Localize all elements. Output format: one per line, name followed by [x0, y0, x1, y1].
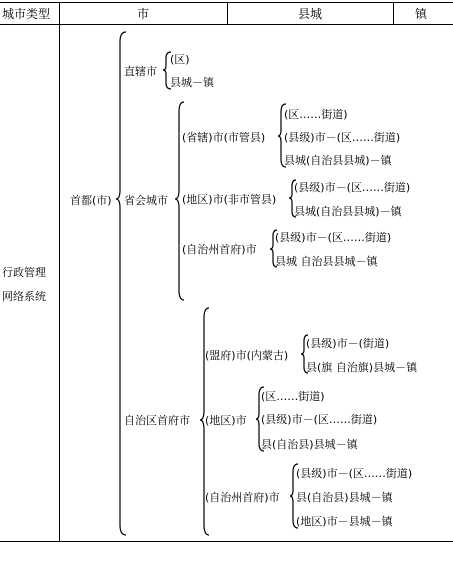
node-sheng-diqu: (地区)市(非市管县) [182, 193, 277, 206]
header-county: 县城 [298, 7, 323, 21]
shengxia-item-1: (区……街道) [284, 108, 348, 121]
node-sheng-zizhizhou: (自治州首府)市 [182, 243, 257, 256]
left-label-line1: 行政管理 [2, 266, 46, 279]
left-label-line2: 网络系统 [2, 290, 46, 303]
header-city: 市 [137, 7, 150, 21]
sheng-zizhizhou-item-2: 县城 自治县县城－镇 [275, 255, 378, 268]
node-mengfu: (盟府)市(内蒙古) [205, 349, 289, 362]
shengxia-item-3: 县城(自治县县城)－镇 [284, 154, 392, 167]
sheng-diqu-item-2: 县城(自治县县城)－镇 [294, 205, 402, 218]
node-qu-diqu: (地区)市 [205, 414, 247, 427]
shengxia-item-2: (县级)市－(区……街道) [284, 131, 401, 144]
qu-zizhizhou-item-3: (地区)市－县城－镇 [296, 515, 393, 528]
node-zizhiqu: 自治区首府市 [124, 414, 190, 427]
qu-diqu-item-3: 县(自治县)县城－镇 [261, 438, 358, 451]
sheng-zizhizhou-item-1: (县级)市－(区……街道) [275, 231, 392, 244]
header-town: 镇 [415, 7, 428, 21]
qu-diqu-item-1: (区……街道) [261, 390, 325, 403]
zhixia-item-1: (区) [170, 53, 190, 66]
qu-zizhizhou-item-1: (县级)市－(区……街道) [296, 467, 413, 480]
mengfu-item-1: (县级)市－(街道) [306, 337, 390, 350]
node-qu-zizhizhou: (自治州首府)市 [205, 491, 280, 504]
node-shenghui: 省会城市 [124, 194, 168, 207]
header-city-type: 城市类型 [2, 7, 51, 21]
root-node: 首都(市) [70, 194, 112, 207]
brace-root [116, 32, 126, 535]
qu-zizhizhou-item-2: 县(自治县)县城－镇 [296, 491, 393, 504]
qu-diqu-item-2: (县级)市－(区……街道) [261, 413, 378, 426]
sheng-diqu-item-1: (县级)市－(区……街道) [294, 181, 411, 194]
zhixia-item-2: 县城－镇 [170, 76, 214, 89]
node-zhixia: 直辖市 [124, 65, 157, 78]
mengfu-item-2: 县(旗 自治旗)县城－镇 [306, 361, 418, 374]
node-shengxia: (省辖)市(市管县) [182, 131, 266, 144]
